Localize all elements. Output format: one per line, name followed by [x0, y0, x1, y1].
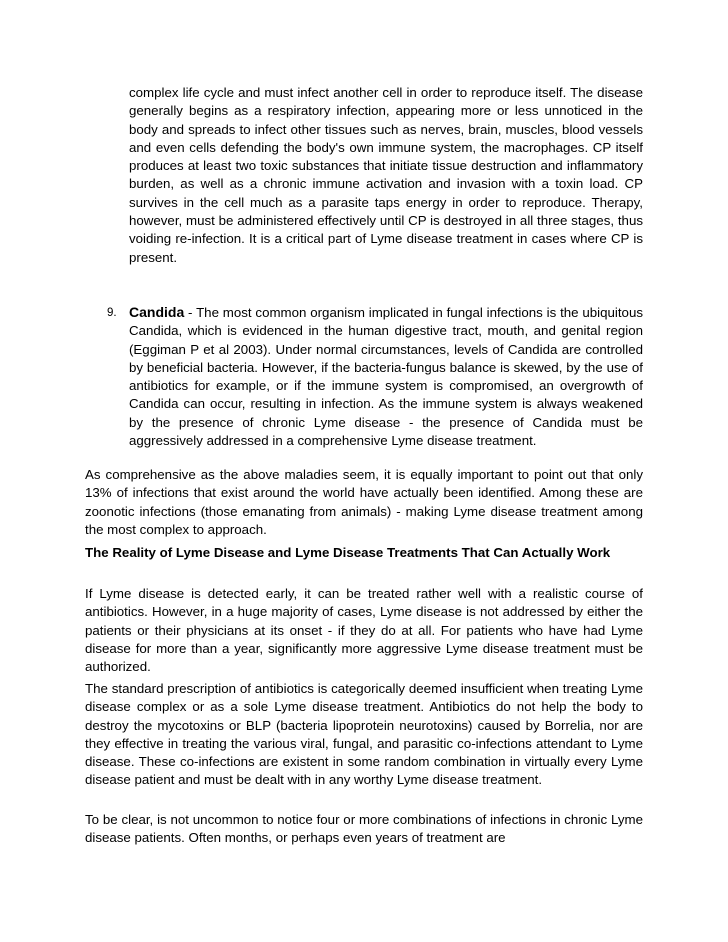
section-heading: The Reality of Lyme Disease and Lyme Disease Treatments That Can Actually Work	[85, 545, 611, 560]
maladies-paragraph: As comprehensive as the above maladies seem, it is equally important to point out that only 13% of infections that exist around the world have actually been identified. Among these are zoonotic infections (those emanating from animals) - making Lyme disease treatment among the most complex to approach.	[85, 467, 643, 537]
co-infections-paragraph: To be clear, is not uncommon to notice four or more combinations of infections in chronic Lyme disease patients. Often months, or perhaps even years of treatment are	[85, 812, 643, 846]
antibiotics-paragraph: The standard prescription of antibiotics is categorically deemed insufficient when treating Lyme disease complex or as a sole Lyme disease treatment. Antibiotics do not help the body to destroy the mycotoxins or BLP (bacteria lipoprotein neurotoxins) caused by Borrelia, nor are they effective in treating the various viral, fungal, and parasitic co-infections attendant to Lyme disease. These co-infections are existent in some random combination in virtually every Lyme disease patient and must be dealt with in any worthy Lyme disease treatment.	[85, 681, 643, 788]
early-detection-paragraph: If Lyme disease is detected early, it can be treated rather well with a realistic course of antibiotics. However, in a huge majority of cases, Lyme disease is not addressed by either the patients or their physicians at its onset - if they do at all. For patients who have had Lyme disease for more than a year, significantly more aggressive Lyme disease treatment must be authorized.	[85, 586, 643, 675]
candida-list-item	[129, 303, 643, 450]
candida-description: - The most common organism implicated in fungal infections is the ubiquitous Candida, which is evidenced in the human digestive tract, mouth, and genital region (Eggiman P et al 2003). Under normal circumstances, levels of Candida are controlled by beneficial bacteria. However, if the bacteria-fungus balance is skewed, by the use of antibiotics for example, or if the immune system is compromised, an overgrowth of Candida can occur, resulting in infection. As the immune system is always weakened by the presence of chronic Lyme disease - the presence of Candida must be aggressively addressed in a comprehensive Lyme disease treatment.	[129, 305, 643, 449]
list-number-9: 9.	[107, 307, 117, 319]
candida-term: Candida	[129, 304, 185, 320]
cp-paragraph-continuation: complex life cycle and must infect another cell in order to reproduce itself. The disease generally begins as a respiratory infection, appearing more or less unnoticed in the body and spreads to infect other tissues such as nerves, brain, muscles, blood vessels and even cells defending the body's own immune system, the macrophages. CP itself produces at least two toxic substances that initiate tissue destruction and inflammatory burden, as well as a chronic immune activation and invasion with a toxin load. CP survives in the cell much as a parasite taps energy in order to reproduce. Therapy, however, must be administered effectively until CP is destroyed in all three stages, thus voiding re-infection. It is a critical part of Lyme disease treatment in cases where CP is present.	[129, 85, 643, 265]
